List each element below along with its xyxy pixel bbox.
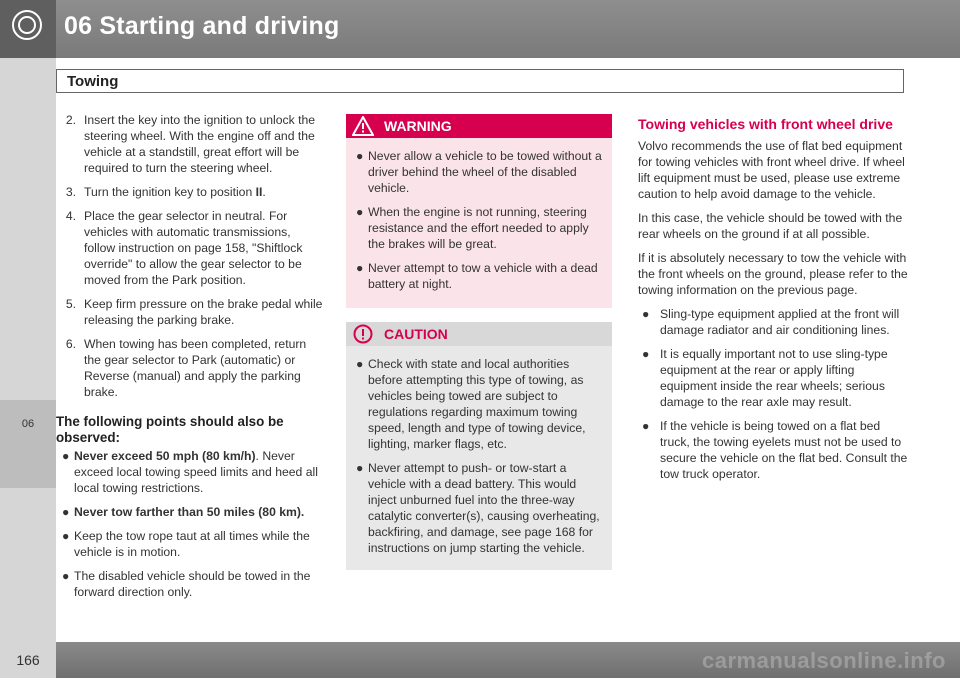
bullet-icon: ● [62,569,70,583]
paragraph: In this case, the vehicle should be towed with the rear wheels on the ground if at all possible. [638,211,903,241]
warning-header [346,114,612,138]
column-warnings [346,114,612,570]
section-header [56,69,904,93]
bullet-icon: ● [62,529,70,543]
paragraph: Volvo recommends the use of flat bed equipment for towing vehicles with front wheel drive. If wheel lift equipment must be used, please use extreme caution to help avoid damage to the vehicle. [638,139,905,201]
caution-item: ● Never attempt to push- or tow-start a vehicle with a dead battery. This would inject unburned fuel into the three-way catalytic converter(s), causing overheating, backfiring, and damage, see page 168 for instructions on jump starting the vehicle. [350,460,604,556]
warning-triangle-icon [352,116,374,136]
logo-area [0,0,56,58]
step-item: 3. Turn the ignition key to position II. [65,185,266,199]
list-item: ● It is equally important not to use sling-type equipment at the rear or apply lifting equipment inside the rear wheels; serious damage to the rear axle may result. [638,346,908,410]
bullet-icon: ● [62,505,70,519]
caution-header [346,322,612,346]
warning-box [346,114,612,308]
list-item: ● Keep the tow rope taut at all times while the vehicle is in motion. [56,528,324,560]
page-number: 166 [16,652,40,668]
bullet-icon: ● [356,357,364,371]
fwd-heading: Towing vehicles with front wheel drive [638,116,893,132]
chapter-sidebar [0,58,56,642]
column-steps [56,112,324,608]
bullet-icon: ● [62,449,70,463]
list-item: ● Never exceed 50 mph (80 km/h). Never exceed local towing speed limits and heed all local towing restrictions. [56,448,324,496]
step-item: 5. Keep firm pressure on the brake pedal while releasing the parking brake. [65,297,323,327]
warning-title: WARNING [384,118,452,134]
caution-item: ● Check with state and local authorities before attempting this type of towing, as vehicles being towed are subject to regulations regarding maximum towing speed, length and type of towing device, lighting, marker flags, etc. [350,356,604,452]
chapter-title: 06 Starting and driving [64,12,340,40]
list-item: ● Sling-type equipment applied at the front will damage radiator and air conditioning lines. [638,306,908,338]
list-item: ● Never tow farther than 50 miles (80 km). [56,504,324,520]
bullet-icon: ● [356,461,364,475]
step-item: 2. Insert the key into the ignition to unlock the steering wheel. With the engine off and the vehicle at a standstill, great effort will be required to turn the steering wheel. [65,113,316,175]
chapter-tab-active [0,400,56,488]
step-item: 4. Place the gear selector in neutral. For vehicles with automatic transmissions, follow instruction on page 158, "Shiftlock override" to allow the gear selector to be moved from the Park position. [65,209,303,287]
list-item: ● If the vehicle is being towed on a flat bed truck, the towing eyelets must not be used to secure the vehicle on the flat bed. Consult the tow truck operator. [638,418,908,482]
watermark: carmanualsonline.info [702,648,946,673]
paragraph: If it is absolutely necessary to tow the vehicle with the front wheels on the ground, please refer to the towing information on the previous page. [638,251,908,297]
bullet-icon: ● [356,261,364,275]
warning-item: ● When the engine is not running, steering resistance and the effort needed to apply the brakes will be great. [350,204,604,252]
bullet-icon: ● [356,149,364,163]
chapter-tab-label: 06 [21,418,35,430]
caution-box [346,322,612,570]
bullet-icon: ● [642,419,650,433]
bullet-icon: ● [356,205,364,219]
list-item: ● The disabled vehicle should be towed in the forward direction only. [56,568,324,600]
caution-exclamation-icon [352,324,374,344]
observe-subheading: The following points should also be observed: [56,414,284,445]
bullet-icon: ● [642,347,650,361]
column-front-wheel-drive [638,116,908,490]
warning-item: ● Never allow a vehicle to be towed without a driver behind the wheel of the disabled vehicle. [350,148,604,196]
volvo-logo-icon [12,10,42,40]
warning-item: ● Never attempt to tow a vehicle with a dead battery at night. [350,260,604,292]
caution-title: CAUTION [384,326,448,342]
step-item: 6. When towing has been completed, return the gear selector to Park (automatic) or Reverse (manual) and apply the parking brake. [65,337,307,399]
section-title: Towing [67,73,119,90]
bullet-icon: ● [642,307,650,321]
